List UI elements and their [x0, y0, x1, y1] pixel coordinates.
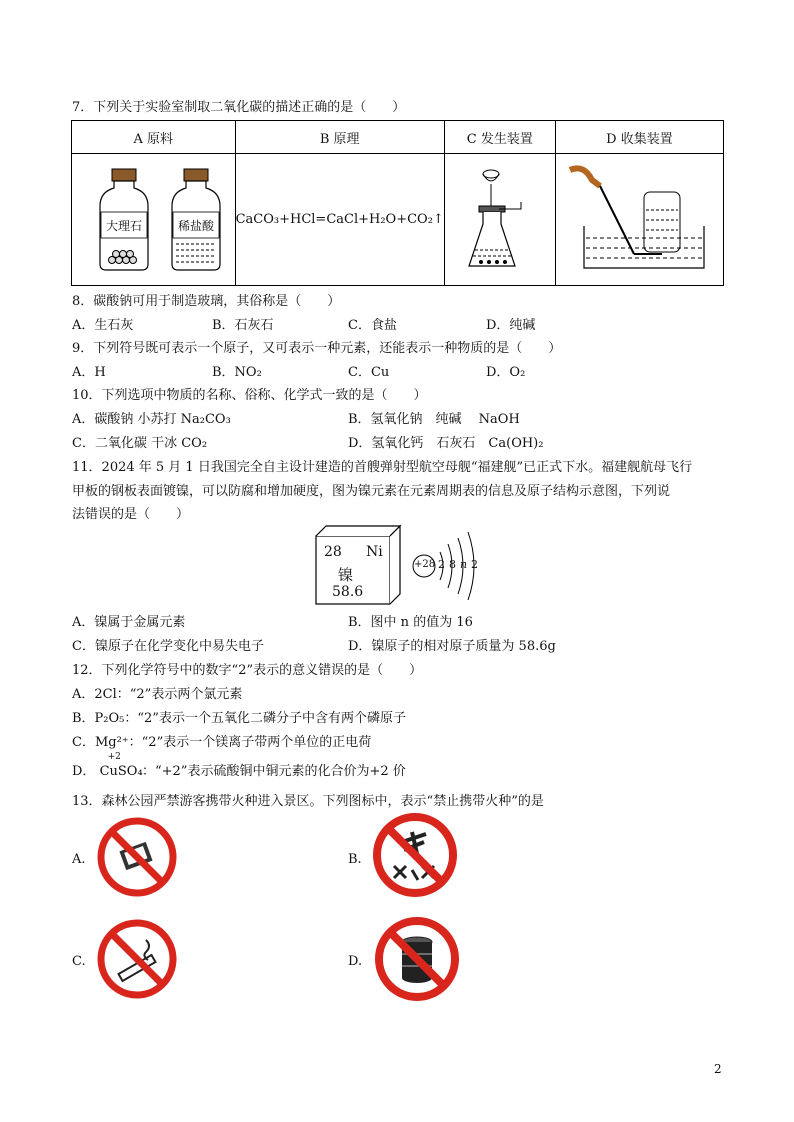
- q10-option-d[interactable]: D．氢氧化钙 石灰石 Ca(OH)₂: [348, 436, 544, 451]
- q8-option-d[interactable]: D．纯碱: [486, 318, 536, 333]
- q8-option-c[interactable]: C．食盐: [348, 318, 397, 333]
- nucleus-charge: +28: [414, 559, 436, 570]
- q12-d-formula: CuSO₄: [99, 764, 143, 779]
- q8-option-b[interactable]: B．石灰石: [212, 318, 274, 333]
- q11-option-c[interactable]: C．镍原子在化学变化中易失电子: [72, 639, 264, 654]
- q12-option-d-prefix: D．: [72, 764, 96, 779]
- q7-table: [71, 120, 724, 286]
- atomic-number: 28: [324, 544, 342, 560]
- q9-option-b[interactable]: B．NO₂: [212, 365, 262, 380]
- q11-option-a[interactable]: A．镍属于金属元素: [72, 615, 186, 630]
- hcl-bottle: [168, 168, 224, 272]
- q11-stem-line2: 甲板的钢板表面镀镍，可以防腐和增加硬度，图为镍元素在元素周期表的信息及原子结构示意图，下列说: [72, 484, 671, 499]
- q12-option-d-text: ：“+2”表示硫酸铜中铜元素的化合价为+2 价: [142, 764, 406, 779]
- q7-stem: 7．下列关于实验室制取二氧化碳的描述正确的是（ ）: [72, 100, 406, 115]
- shell-3: n: [460, 558, 468, 571]
- marble-label: 大理石: [105, 219, 142, 233]
- shell-2: 8: [449, 558, 456, 571]
- q10-option-a[interactable]: A．碳酸钠 小苏打 Na₂CO₃: [72, 412, 231, 427]
- q9-option-c[interactable]: C．Cu: [348, 365, 390, 380]
- atomic-structure-diagram: [412, 528, 484, 604]
- q11-stem-line1: 11．2024 年 5 月 1 日我国完全自主设计建造的首艘弹射型航空母舰“福建舰”已正式下水。福建舰航母飞行: [72, 460, 693, 475]
- element-symbol: Ni: [366, 544, 383, 560]
- q12-option-b[interactable]: B．P₂O₅：“2”表示一个五氧化二磷分子中含有两个磷原子: [72, 711, 406, 726]
- q11-option-b[interactable]: B．图中 n 的值为 16: [348, 615, 473, 630]
- q8-stem: 8．碳酸钠可用于制造玻璃，其俗称是（ ）: [72, 294, 341, 309]
- q10-option-b[interactable]: B．氢氧化钠 纯碱 NaOH: [348, 412, 520, 427]
- q12-d-valence: +2: [107, 752, 121, 762]
- q13-stem: 13．森林公园严禁游客携带火种进入景区。下列图标中，表示“禁止携带火种”的是: [72, 794, 544, 809]
- q8-option-a[interactable]: A．生石灰: [72, 318, 134, 333]
- q9-stem: 9．下列符号既可表示一个原子，又可表示一种元素，还能表示一种物质的是（ ）: [72, 341, 562, 356]
- q13-label-c: C.: [72, 954, 86, 969]
- q13-label-d: D.: [348, 954, 363, 969]
- element-name: 镍: [338, 566, 354, 584]
- marble-bottle: [96, 168, 152, 272]
- q13-label-b: B.: [348, 852, 362, 867]
- q7-equation: CaCO₃+HCl=CaCl+H₂O+CO₂↑: [235, 212, 444, 227]
- shell-1: 2: [438, 558, 445, 571]
- shell-4: 2: [471, 558, 478, 571]
- q10-stem: 10．下列选项中物质的名称、俗称、化学式一致的是（ ）: [72, 388, 427, 403]
- q7-header-b: B 原理: [235, 121, 444, 154]
- q7-cell-generator: [444, 154, 555, 286]
- no-smoking-sign[interactable]: [96, 918, 178, 1004]
- q12-stem: 12．下列化学符号中的数字“2”表示的意义错误的是（ ）: [72, 663, 423, 678]
- q7-cell-equation: [235, 154, 444, 286]
- no-flammable-liquid-sign[interactable]: [374, 916, 460, 1006]
- q12-option-d-label[interactable]: [72, 752, 146, 779]
- no-fire-source-sign[interactable]: [96, 816, 178, 902]
- no-fireworks-sign[interactable]: [372, 812, 458, 902]
- no-smoking-icon: [96, 918, 178, 1000]
- q9-option-a[interactable]: A．H: [72, 365, 106, 380]
- page-number: 2: [714, 1062, 722, 1076]
- q7-cell-collector: [555, 154, 723, 286]
- q7-cell-raw-materials: [72, 154, 236, 286]
- q7-header-a: A 原料: [72, 121, 236, 154]
- flask-apparatus-icon: [465, 162, 535, 274]
- periodic-table-cell: [310, 524, 404, 606]
- q7-header-d: D 收集装置: [555, 121, 723, 154]
- q13-label-a: A.: [72, 852, 86, 867]
- no-oil-drum-icon: [374, 916, 460, 1002]
- q7-header-c: C 发生装置: [444, 121, 555, 154]
- q11-option-d[interactable]: D．镍原子的相对原子质量为 58.6g: [348, 639, 556, 654]
- no-fireworks-icon: [372, 812, 458, 898]
- q12-option-c[interactable]: C．Mg²⁺：“2”表示一个镁离子带两个单位的正电荷: [72, 735, 372, 750]
- q10-option-c[interactable]: C．二氧化碳 干冰 CO₂: [72, 436, 208, 451]
- atomic-mass: 58.6: [332, 584, 364, 600]
- no-matches-icon: [96, 816, 178, 898]
- q12-d-formula-wrap: [99, 752, 146, 779]
- q12-option-a[interactable]: A．2Cl：“2”表示两个氯元素: [72, 687, 243, 702]
- hcl-label: 稀盐酸: [177, 219, 214, 233]
- water-collection-icon: [564, 162, 714, 274]
- q9-option-d[interactable]: D．O₂: [486, 365, 526, 380]
- q11-stem-line3: 法错误的是（ ）: [72, 507, 190, 522]
